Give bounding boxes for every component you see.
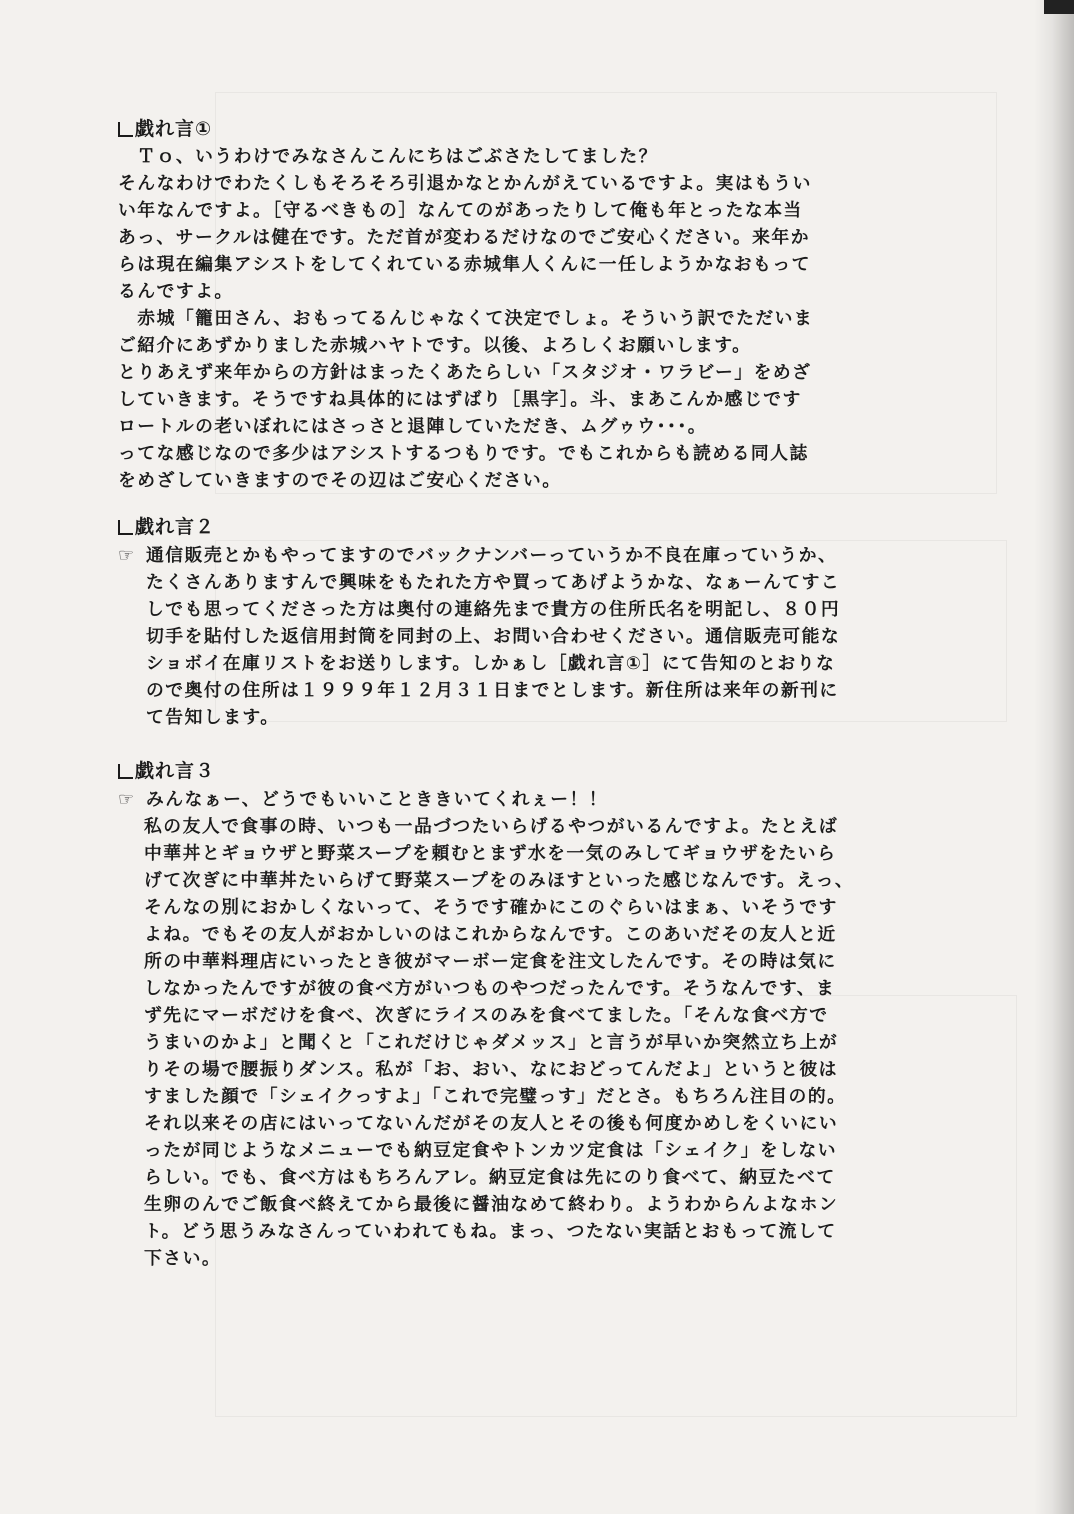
text-line: しなかったんですが彼の食べ方がいつものやつだったんです。そうなんです、ま xyxy=(144,978,836,999)
text-line: るんですよ。 xyxy=(118,281,234,302)
section-heading-text: 戯れ言２ xyxy=(135,515,216,538)
text-line: Ｔｏ、いうわけでみなさんこんにちはごぶさたしてました？ xyxy=(118,146,658,167)
section-heading xyxy=(118,512,938,538)
text-line: りその場で腰振りダンス。私が「お、おい、なにおどってんだよ」というと彼は xyxy=(144,1059,838,1080)
text-line: すました顔で「シェイクっすよ」「これで完璧っす」だとさ。もちろん注目の的。 xyxy=(144,1086,847,1107)
text-line: ショボイ在庫リストをお送りします。しかぁし［戯れ言①］にて告知のとおりな xyxy=(146,653,836,674)
section-3 xyxy=(118,756,938,1272)
text-line: とりあえず来年からの方針はまったくあたらしい「スタジオ・ワラビー」をめざ xyxy=(118,362,812,383)
section-body xyxy=(118,542,938,731)
text-line: たくさんありますんで興味をもたれた方や買ってあげようかな、なぁーんてすこ xyxy=(146,572,841,593)
text-line: みんなぁー、どうでもいいことききいてくれぇー！！ xyxy=(146,789,609,810)
text-line: をめざしていきますのでその辺はご安心ください。 xyxy=(118,470,562,491)
text-line: 切手を貼付した返信用封筒を同封の上、お問い合わせください。通信販売可能な xyxy=(146,626,841,647)
text-line: らしい。でも、食べ方はもちろんアレ。納豆定食は先にのり食べて、納豆たべて xyxy=(144,1167,836,1188)
text-line: ので奥付の住所は１９９９年１２月３１日までとします。新住所は来年の新刊に xyxy=(146,680,839,701)
text-line: そんなの別におかしくないって、そうです確かにこのぐらいはまぁ、いそうです xyxy=(144,897,838,918)
section-heading-text: 戯れ言① xyxy=(135,117,213,140)
text-line: ず先にマーボだけを食べ、次ぎにライスのみを食べてました。「そんな食べ方で xyxy=(144,1005,829,1026)
text-line: ロートルの老いぼれにはさっさと退陣していただき、ムグゥウ･･･。 xyxy=(118,416,708,437)
text-line: あっ、サークルは健在です。ただ首が変わるだけなのでご安心ください。来年か xyxy=(118,227,810,248)
text-line: 生卵のんでご飯食べ終えてから最後に醤油なめて終わり。ようわからんよなホン xyxy=(144,1194,839,1215)
section-body xyxy=(144,813,938,1272)
section-2 xyxy=(118,512,938,731)
pointing-hand-icon: ☞ xyxy=(118,545,135,566)
page-edge-shadow xyxy=(1034,0,1074,1514)
section-heading xyxy=(118,114,938,140)
text-line: 赤城「籠田さん、おもってるんじゃなくて決定でしょ。そういう訳でただいま xyxy=(118,308,814,329)
text-line: 通信販売とかもやってますのでバックナンバーっていうか不良在庫っていうか、 xyxy=(146,545,838,566)
text-line: て告知します。 xyxy=(146,707,280,728)
scan-corner-mark xyxy=(1044,0,1074,14)
text-line: よね。でもその友人がおかしいのはこれからなんです。このあいだその友人と近 xyxy=(144,924,837,945)
text-line: 中華丼とギョウザと野菜スープを頼むとまず水を一気のみしてギョウザをたいら xyxy=(144,843,837,864)
checkbox-icon xyxy=(118,520,133,535)
section-heading xyxy=(118,756,938,782)
text-line: ったが同じようなメニューでも納豆定食やトンカツ定食は「シェイク」をしない xyxy=(144,1140,838,1161)
text-line: しでも思ってくださった方は奥付の連絡先まで貴方の住所氏名を明記し、８０円 xyxy=(146,599,841,620)
text-line: していきます。そうですね具体的にはずばり［黒字］。斗、まあこんか感じです xyxy=(118,389,802,410)
pointing-hand-icon: ☞ xyxy=(118,789,135,810)
text-line: それ以来その店にはいってないんだがその友人とその後も何度かめしをくいにい xyxy=(144,1113,839,1134)
section-1 xyxy=(118,114,938,494)
text-line: い年なんですよ。［守るべきもの］なんてのがあったりして俺も年とったな本当 xyxy=(118,200,803,221)
text-line: 下さい。 xyxy=(144,1248,222,1269)
section-body xyxy=(118,143,938,494)
section-heading-text: 戯れ言３ xyxy=(135,759,216,782)
text-line: うまいのかよ」と聞くと「これだけじゃダメッス」と言うが早いか突然立ち上が xyxy=(144,1032,839,1053)
checkbox-icon xyxy=(118,122,133,137)
section-lead xyxy=(118,786,938,813)
text-line: そんなわけでわたくしもそろそろ引退かなとかんがえているですよ。実はもうい xyxy=(118,173,812,194)
text-line: げて次ぎに中華丼たいらげて野菜スープをのみほすといった感じなんです。えっ、 xyxy=(144,870,855,891)
text-line: 私の友人で食事の時、いつも一品づつたいらげるやつがいるんですよ。たとえば xyxy=(144,816,839,837)
text-line: ト。どう思うみなさんっていわれてもね。まっ、つたない実話とおもって流して xyxy=(144,1221,837,1242)
text-line: ってな感じなので多少はアシストするつもりです。でもこれからも読める同人誌 xyxy=(118,443,809,464)
text-line: 所の中華料理店にいったとき彼がマーボー定食を注文したんです。その時は気に xyxy=(144,951,837,972)
text-line: らは現在編集アシストをしてくれている赤城隼人くんに一任しようかなおもって xyxy=(118,254,811,275)
checkbox-icon xyxy=(118,764,133,779)
text-line: ご紹介にあずかりました赤城ハヤトです。以後、よろしくお願いします。 xyxy=(118,335,752,356)
